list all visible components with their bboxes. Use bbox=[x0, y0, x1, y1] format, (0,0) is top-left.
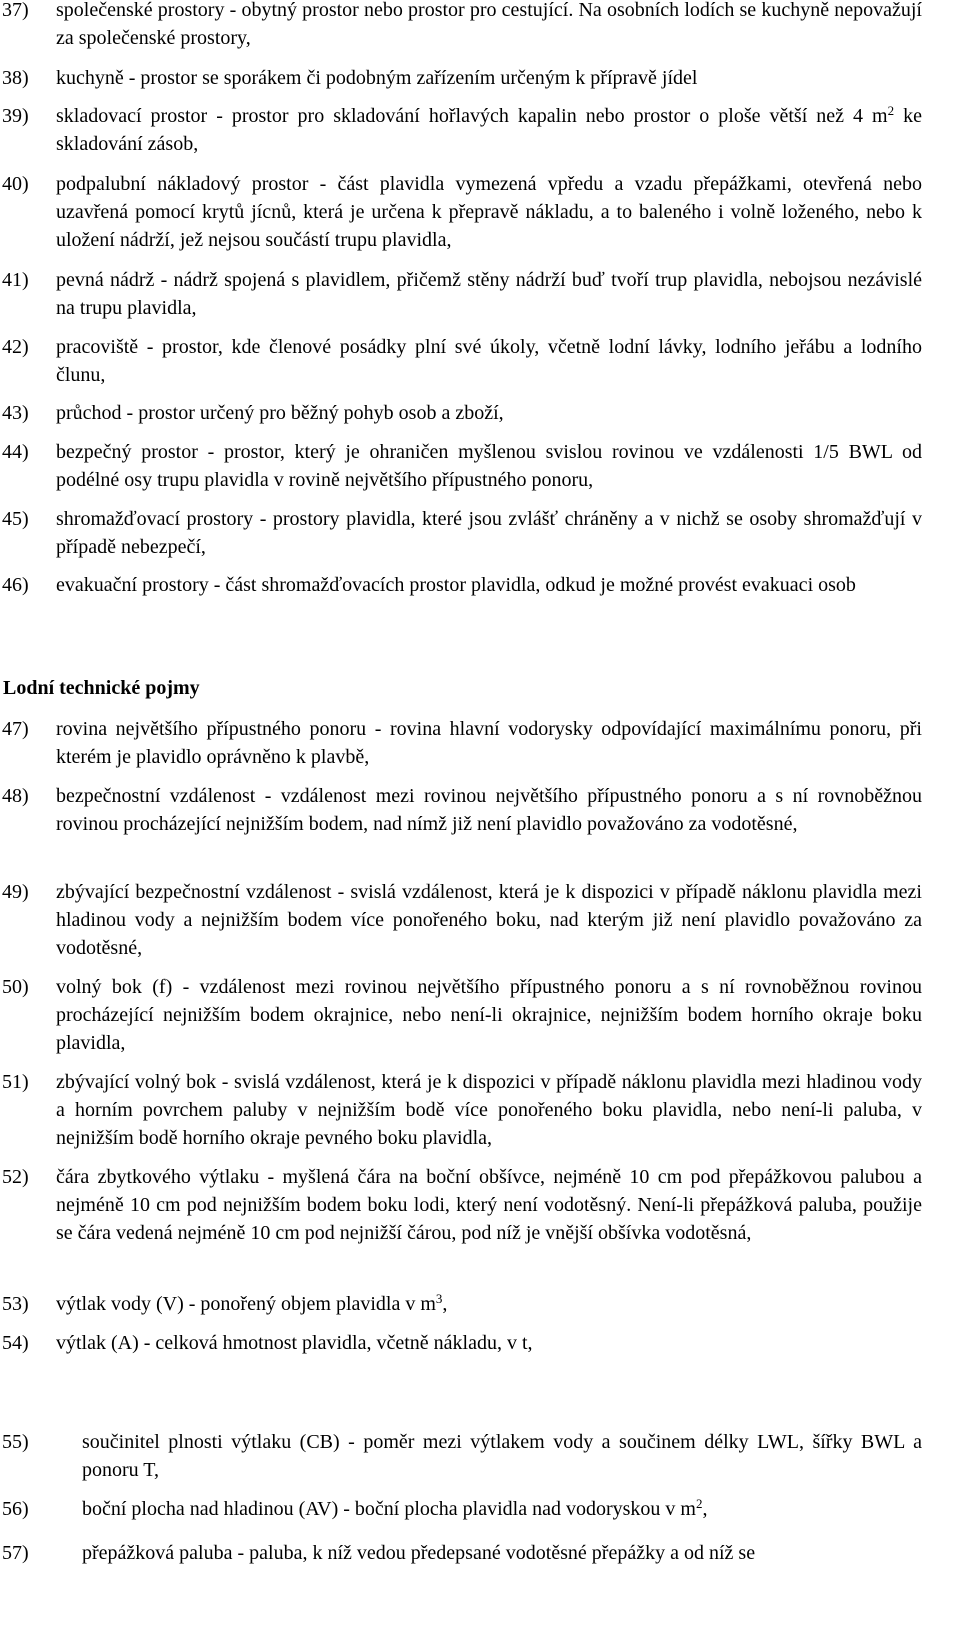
item-number: 46) bbox=[2, 574, 29, 596]
item-text bbox=[56, 1495, 922, 1523]
list-item bbox=[0, 878, 922, 962]
list-item bbox=[0, 64, 922, 92]
item-number: 55) bbox=[2, 1431, 29, 1453]
superscript: 3 bbox=[435, 1291, 443, 1306]
item-number: 50) bbox=[2, 976, 29, 998]
item-number: 43) bbox=[2, 402, 29, 424]
list-item bbox=[0, 1068, 922, 1152]
item-text: zbývající volný bok - svislá vzdálenost, která je k dispozici v případě náklonu plavidla mezi hladinou vody a horním povrchem paluby v nejnižším bodě více ponořeného boku plavidla, nebo není-li paluba, v nejnižším bodě horního okraje pevného boku plavidla, bbox=[56, 1071, 922, 1149]
item-number: 51) bbox=[2, 1071, 29, 1093]
item-number: 49) bbox=[2, 881, 29, 903]
item-text: společenské prostory - obytný prostor nebo prostor pro cestující. Na osobních lodích se kuchyně nepovažují za společenské prostory, bbox=[56, 0, 922, 49]
item-text: volný bok (f) - vzdálenost mezi rovinou největšího přípustného ponoru a s ní rovnoběžnou rovinou procházející nejnižším bodem okrajnice, nebo není-li okrajnice, nejnižším bodem horního okraje boku plavidla, bbox=[56, 976, 922, 1054]
item-number: 38) bbox=[2, 67, 29, 89]
item-number: 52) bbox=[2, 1166, 29, 1188]
item-text: průchod - prostor určený pro běžný pohyb osob a zboží, bbox=[56, 402, 504, 424]
item-text-part: ke skladování zásob, bbox=[56, 105, 922, 155]
item-number: 44) bbox=[2, 441, 29, 463]
item-text: kuchyně - prostor se sporákem či podobným zařízením určeným k přípravě jídel bbox=[56, 67, 698, 89]
list-item bbox=[0, 505, 922, 561]
item-text: bezpečnostní vzdálenost - vzdálenost mezi rovinou největšího přípustného ponoru a s ní rovnoběžnou rovinou procházející nejnižším bodem, nad nímž již není plavidlo považováno za vodotěsné, bbox=[56, 785, 922, 835]
item-text: bezpečný prostor - prostor, který je ohraničen myšlenou svislou rovinou ve vzdálenosti 1/5 BWL od podélné osy trupu plavidla v rovině největšího přípustného ponoru, bbox=[56, 441, 922, 491]
list-item bbox=[0, 266, 922, 322]
list-item bbox=[0, 438, 922, 494]
list-item bbox=[0, 102, 922, 158]
list-item bbox=[0, 1428, 922, 1484]
list-item bbox=[0, 1290, 922, 1318]
item-number: 57) bbox=[2, 1542, 29, 1564]
item-number: 40) bbox=[2, 173, 29, 195]
list-item bbox=[0, 0, 922, 52]
item-text bbox=[56, 102, 922, 158]
item-text-part: boční plocha nad hladinou (AV) - boční plocha plavidla nad vodoryskou v m bbox=[82, 1498, 696, 1520]
superscript: 2 bbox=[695, 1496, 703, 1511]
item-text: čára zbytkového výtlaku - myšlená čára na boční obšívce, nejméně 10 cm pod přepážkovou palubou a nejméně 10 cm pod nejnižším bodem boku lodi, který není vodotěsný. Není-li přepážková paluba, použije se čára vedená nejméně 10 cm pod nejnižší čárou, pod níž je vnější obšívka vodotěsná, bbox=[56, 1166, 922, 1244]
item-number: 53) bbox=[2, 1293, 29, 1315]
item-number: 47) bbox=[2, 718, 29, 740]
item-number: 37) bbox=[2, 0, 29, 21]
item-text: přepážková paluba - paluba, k níž vedou předepsané vodotěsné přepážky a od níž se bbox=[82, 1542, 756, 1564]
list-item bbox=[0, 973, 922, 1057]
list-item bbox=[0, 1329, 922, 1357]
item-number: 48) bbox=[2, 785, 29, 807]
item-text: shromažďovací prostory - prostory plavidla, které jsou zvlášť chráněny a v nichž se osoby shromažďují v případě nebezpečí, bbox=[56, 508, 922, 558]
item-text: evakuační prostory - část shromažďovacích prostor plavidla, odkud je možné provést evakuaci osob bbox=[56, 574, 856, 596]
item-text: výtlak (A) - celková hmotnost plavidla, včetně nákladu, v t, bbox=[56, 1332, 533, 1354]
item-text-part: skladovací prostor - prostor pro skladování hořlavých kapalin nebo prostor o ploše větší než 4 m bbox=[56, 105, 888, 127]
superscript: 2 bbox=[887, 103, 895, 118]
item-text: podpalubní nákladový prostor - část plavidla vymezená vpředu a vzadu přepážkami, otevřená nebo uzavřená pomocí krytů jícnů, která je určena k přepravě nákladu, a to baleného i volně loženého, nebo k uložení nádrží, jež nejsou součástí trupu plavidla, bbox=[56, 173, 922, 251]
item-text-part: , bbox=[702, 1498, 708, 1520]
item-text: rovina největšího přípustného ponoru - rovina hlavní vodorysky odpovídající maximálnímu ponoru, při kterém je plavidlo oprávněno k plavbě, bbox=[56, 718, 922, 768]
list-item bbox=[0, 1539, 922, 1567]
item-text: zbývající bezpečnostní vzdálenost - svislá vzdálenost, která je k dispozici v případě náklonu plavidla mezi hladinou vody a nejnižším bodem více ponořeného boku, nad kterým již není plavidlo považováno za vodotěsné, bbox=[56, 881, 922, 959]
item-text bbox=[56, 1290, 922, 1318]
item-number: 56) bbox=[2, 1498, 29, 1520]
item-text: pracoviště - prostor, kde členové posádky plní své úkoly, včetně lodní lávky, lodního jeřábu a lodního člunu, bbox=[56, 336, 922, 386]
item-text-part: , bbox=[442, 1293, 448, 1315]
list-item bbox=[0, 1495, 922, 1523]
item-text: součinitel plnosti výtlaku (CB) - poměr mezi výtlakem vody a součinem délky LWL, šířky BWL a ponoru T, bbox=[82, 1431, 922, 1481]
list-item bbox=[0, 399, 922, 427]
list-item bbox=[0, 571, 922, 599]
item-number: 54) bbox=[2, 1332, 29, 1354]
list-item bbox=[0, 333, 922, 389]
item-number: 39) bbox=[2, 105, 29, 127]
list-item bbox=[0, 170, 922, 254]
section-heading: Lodní technické pojmy bbox=[3, 677, 200, 699]
list-item bbox=[0, 1163, 922, 1247]
item-number: 45) bbox=[2, 508, 29, 530]
item-text-part: výtlak vody (V) - ponořený objem plavidla v m bbox=[56, 1293, 436, 1315]
item-text: pevná nádrž - nádrž spojená s plavidlem, přičemž stěny nádrží buď tvoří trup plavidla, nebojsou nezávislé na trupu plavidla, bbox=[56, 269, 922, 319]
item-number: 42) bbox=[2, 336, 29, 358]
list-item bbox=[0, 715, 922, 771]
list-item bbox=[0, 782, 922, 838]
item-number: 41) bbox=[2, 269, 29, 291]
